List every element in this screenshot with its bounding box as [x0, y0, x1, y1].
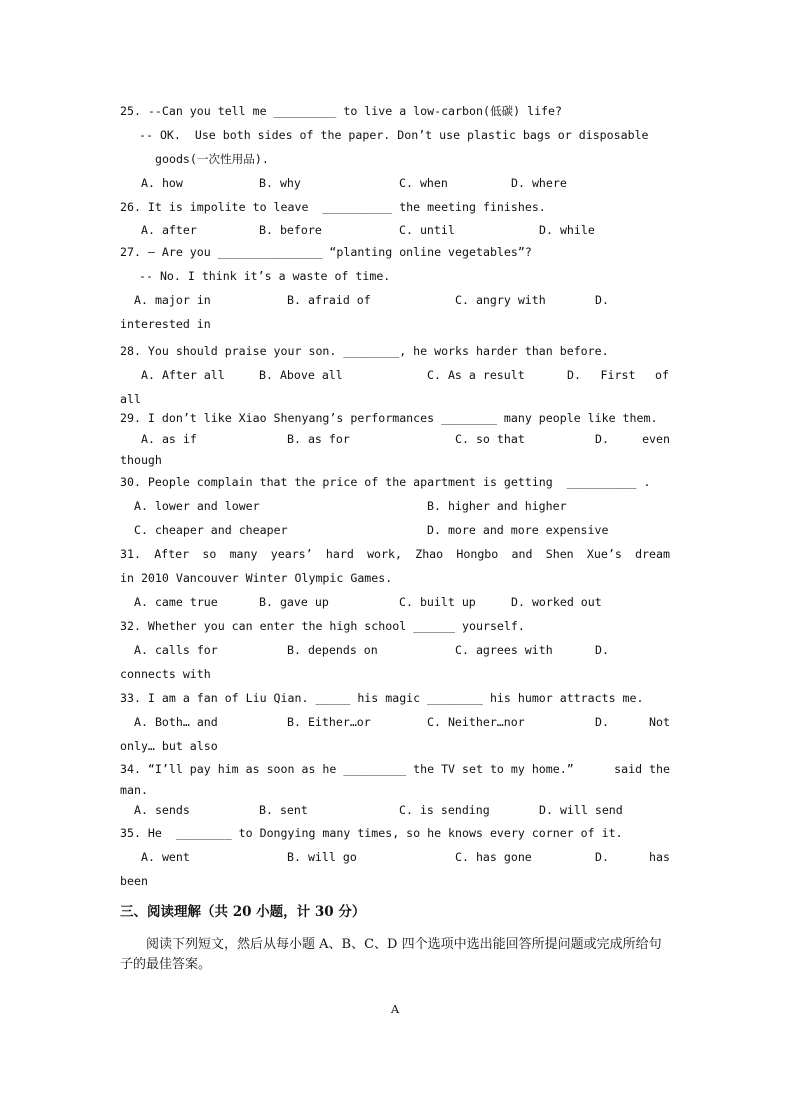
q26-option-d[interactable]: D. while	[539, 223, 595, 237]
q32-stem: 32. Whether you can enter the high school ______ yourself.	[120, 619, 525, 633]
q32-option-d-cont: connects with	[120, 667, 211, 681]
q28-d-label: D.	[567, 368, 581, 382]
q29-stem: 29. I don’t like Xiao Shenyang’s performances ________ many people like them.	[120, 411, 658, 425]
q30-stem: 30. People complain that the price of the apartment is getting __________ .	[120, 475, 651, 489]
q33-stem: 33. I am a fan of Liu Qian. _____ his magic ________ his humor attracts me.	[120, 691, 644, 705]
q25-option-b[interactable]: B. why	[259, 176, 301, 190]
q27-option-d[interactable]: D.	[595, 293, 609, 307]
q35-option-b[interactable]: B. will go	[287, 850, 357, 864]
q28-d-word2: of	[655, 368, 669, 382]
q31-option-a[interactable]: A. came true	[134, 595, 218, 609]
q31-stem	[120, 546, 670, 562]
q31-word: years’	[270, 547, 313, 561]
q34-option-b[interactable]: B. sent	[259, 803, 308, 817]
q28-stem: 28. You should praise your son. ________, he works harder than before.	[120, 344, 609, 358]
q27-option-c[interactable]: C. angry with	[455, 293, 546, 307]
q31-word: Zhao	[415, 547, 444, 561]
q31-stem-cont: in 2010 Vancouver Winter Olympic Games.	[120, 571, 393, 585]
q32-option-a[interactable]: A. calls for	[134, 643, 218, 657]
q35-option-c[interactable]: C. has gone	[455, 850, 532, 864]
q34-stem-cont: man.	[120, 783, 148, 797]
q25-option-a[interactable]: A. how	[141, 176, 183, 190]
q30-option-a[interactable]: A. lower and lower	[134, 499, 260, 513]
q28-option-d-cont: all	[120, 392, 141, 406]
q31-word: Shen	[545, 547, 574, 561]
q31-word: Hongbo	[456, 547, 499, 561]
q27-reply: -- No. I think it’s a waste of time.	[139, 269, 391, 283]
q31-word: 31.	[120, 547, 141, 561]
q25-reply: -- OK. Use both sides of the paper. Don’t use plastic bags or disposable	[139, 128, 649, 142]
q34-option-d[interactable]: D. will send	[539, 803, 623, 817]
q26-option-c[interactable]: C. until	[399, 223, 455, 237]
q28-option-b[interactable]: B. Above all	[259, 368, 343, 382]
q35-d-label: D.	[595, 850, 609, 864]
q29-d-label: D.	[595, 432, 609, 446]
q31-word: and	[511, 547, 533, 561]
section-heading: 三、阅读理解（共 20 小题，计 30 分）	[120, 904, 366, 920]
q29-option-b[interactable]: B. as for	[287, 432, 350, 446]
q35-option-d[interactable]	[595, 849, 670, 865]
q34-option-a[interactable]: A. sends	[134, 803, 190, 817]
q25-option-c[interactable]: C. when	[399, 176, 448, 190]
q33-option-b[interactable]: B. Either…or	[287, 715, 371, 729]
q31-word: Xue’s	[586, 547, 622, 561]
q31-option-b[interactable]: B. gave up	[259, 595, 329, 609]
q33-option-c[interactable]: C. Neither…nor	[427, 715, 525, 729]
q29-option-d[interactable]	[595, 431, 670, 447]
q30-option-c[interactable]: C. cheaper and cheaper	[134, 523, 288, 537]
q31-word: many	[229, 547, 258, 561]
q31-option-d[interactable]: D. worked out	[511, 595, 602, 609]
q29-option-d-cont: though	[120, 453, 162, 467]
q35-stem: 35. He ________ to Dongying many times, so he knows every corner of it.	[120, 826, 623, 840]
q26-stem: 26. It is impolite to leave __________ the meeting finishes.	[120, 200, 546, 214]
q32-option-d[interactable]: D.	[595, 643, 609, 657]
q28-option-d[interactable]	[567, 367, 669, 383]
q26-option-b[interactable]: B. before	[259, 223, 322, 237]
q25-reply-cont: goods(一次性用品).	[155, 152, 269, 166]
q31-word: so	[202, 547, 217, 561]
q27-stem: 27. – Are you _______________ “planting online vegetables”?	[120, 245, 532, 259]
q26-option-a[interactable]: A. after	[141, 223, 197, 237]
q31-word: hard	[325, 547, 354, 561]
q32-option-b[interactable]: B. depends on	[287, 643, 378, 657]
q34-stem-left: 34. “I’ll pay him as soon as he _________ the TV set to my home.”	[120, 762, 574, 776]
q25-stem: 25. --Can you tell me _________ to live a low-carbon(低碳) life?	[120, 104, 562, 118]
q29-option-c[interactable]: C. so that	[455, 432, 525, 446]
q34-stem-right: said the	[614, 762, 670, 776]
q34-stem	[120, 761, 670, 777]
q29-option-a[interactable]: A. as if	[141, 432, 197, 446]
q30-option-b[interactable]: B. higher and higher	[427, 499, 567, 513]
q27-option-a[interactable]: A. major in	[134, 293, 211, 307]
q33-d-word: Not	[649, 715, 670, 729]
q29-d-word: even	[642, 432, 670, 446]
q33-d-label: D.	[595, 715, 609, 729]
q33-option-d[interactable]	[595, 714, 670, 730]
q31-word: dream	[635, 547, 670, 561]
section-instruction: 阅读下列短文，然后从每小题 A、B、C、D 四个选项中选出能回答所提问题或完成所给句子的最佳答案。	[120, 937, 662, 972]
q32-option-c[interactable]: C. agrees with	[455, 643, 553, 657]
q35-option-a[interactable]: A. went	[141, 850, 190, 864]
q25-option-d[interactable]: D. where	[511, 176, 567, 190]
q31-word: After	[154, 547, 190, 561]
q31-word: work,	[367, 547, 402, 561]
q35-option-d-cont: been	[120, 874, 148, 888]
q33-option-d-cont: only… but also	[120, 739, 218, 753]
q35-d-word: has	[649, 850, 670, 864]
q33-option-a[interactable]: A. Both… and	[134, 715, 218, 729]
q34-option-c[interactable]: C. is sending	[399, 803, 490, 817]
q28-d-word1: First	[600, 368, 636, 382]
q27-option-d-cont: interested in	[120, 317, 211, 331]
q27-option-b[interactable]: B. afraid of	[287, 293, 371, 307]
passage-label: A	[390, 1002, 400, 1016]
q30-option-d[interactable]: D. more and more expensive	[427, 523, 609, 537]
q31-option-c[interactable]: C. built up	[399, 595, 476, 609]
q28-option-c[interactable]: C. As a result	[427, 368, 525, 382]
q28-option-a[interactable]: A. After all	[141, 368, 225, 382]
